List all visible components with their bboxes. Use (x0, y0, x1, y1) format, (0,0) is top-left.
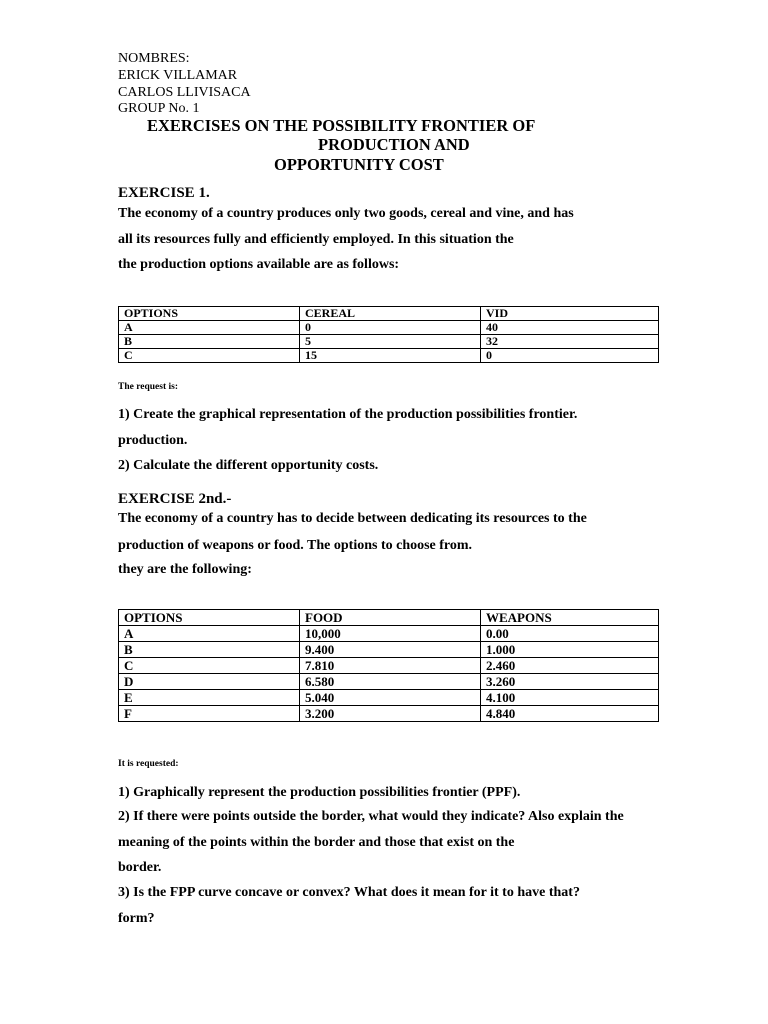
exercise-2-intro-line: production of weapons or food. The options to choose from. (118, 538, 473, 553)
exercise-1-options-table (118, 306, 659, 363)
exercise-2-task: 2) If there were points outside the border, what would they indicate? Also explain the (118, 809, 624, 824)
table-cell: A (119, 321, 300, 335)
table-cell: C (119, 349, 300, 363)
table-cell: F (119, 706, 300, 722)
exercise-2-task: 1) Graphically represent the production possibilities frontier (PPF). (118, 785, 521, 800)
table-header-cell: CEREAL (300, 307, 481, 321)
table-header-cell: WEAPONS (481, 610, 659, 626)
exercise-2-heading: EXERCISE 2nd.- (118, 491, 232, 507)
exercise-2-task: border. (118, 860, 162, 875)
header-label-names: NOMBRES: (118, 51, 190, 66)
table-cell: 5.040 (300, 690, 481, 706)
exercise-2-request-label: It is requested: (118, 759, 179, 769)
exercise-1-intro-line: The economy of a country produces only two goods, cereal and vine, and has (118, 206, 574, 221)
table-cell: D (119, 674, 300, 690)
table-header-cell: OPTIONS (119, 610, 300, 626)
table-cell: 7.810 (300, 658, 481, 674)
table-cell: 4.100 (481, 690, 659, 706)
table-cell: 15 (300, 349, 481, 363)
exercise-1-task: 1) Create the graphical representation of the production possibilities frontier. (118, 407, 578, 422)
header-student-1: ERICK VILLAMAR (118, 68, 238, 83)
table-row (119, 335, 659, 349)
table-cell: B (119, 642, 300, 658)
exercise-2-intro-line: The economy of a country has to decide between dedicating its resources to the (118, 511, 587, 526)
table-row (119, 626, 659, 642)
table-row (119, 349, 659, 363)
exercise-2-task: meaning of the points within the border and those that exist on the (118, 835, 515, 850)
table-cell: 2.460 (481, 658, 659, 674)
table-cell: 3.260 (481, 674, 659, 690)
table-row (119, 658, 659, 674)
table-header-cell: VID (481, 307, 659, 321)
table-cell: 4.840 (481, 706, 659, 722)
exercise-1-intro-line: all its resources fully and efficiently employed. In this situation the (118, 232, 514, 247)
table-row (119, 674, 659, 690)
exercise-2-intro-line: they are the following: (118, 562, 252, 577)
table-cell: 1.000 (481, 642, 659, 658)
table-cell: 3.200 (300, 706, 481, 722)
table-cell: 40 (481, 321, 659, 335)
exercise-1-intro-line: the production options available are as follows: (118, 257, 400, 272)
document-title-line-2: PRODUCTION AND (318, 135, 470, 154)
table-cell: 9.400 (300, 642, 481, 658)
table-cell: 5 (300, 335, 481, 349)
table-cell: 0 (481, 349, 659, 363)
exercise-2-options-table (118, 609, 659, 722)
table-cell: 0 (300, 321, 481, 335)
exercise-2-task: 3) Is the FPP curve concave or convex? What does it mean for it to have that? (118, 885, 580, 900)
table-cell: C (119, 658, 300, 674)
table-cell: A (119, 626, 300, 642)
table-row (119, 642, 659, 658)
exercise-1-heading: EXERCISE 1. (118, 185, 210, 201)
header-group: GROUP No. 1 (118, 101, 200, 116)
table-cell: E (119, 690, 300, 706)
table-cell: 6.580 (300, 674, 481, 690)
table-cell: 32 (481, 335, 659, 349)
exercise-1-request-label: The request is: (118, 382, 178, 392)
document-title-line-3: OPPORTUNITY COST (274, 155, 444, 174)
table-header-row (119, 307, 659, 321)
table-cell: 0.00 (481, 626, 659, 642)
document-title-line-1: EXERCISES ON THE POSSIBILITY FRONTIER OF (147, 116, 536, 135)
table-header-row (119, 610, 659, 626)
table-cell: 10,000 (300, 626, 481, 642)
exercise-2-task: form? (118, 911, 155, 926)
table-row (119, 690, 659, 706)
table-header-cell: OPTIONS (119, 307, 300, 321)
exercise-1-task: production. (118, 433, 188, 448)
table-row (119, 706, 659, 722)
table-row (119, 321, 659, 335)
exercise-1-task: 2) Calculate the different opportunity costs. (118, 458, 379, 473)
header-student-2: CARLOS LLIVISACA (118, 85, 251, 100)
table-header-cell: FOOD (300, 610, 481, 626)
table-cell: B (119, 335, 300, 349)
